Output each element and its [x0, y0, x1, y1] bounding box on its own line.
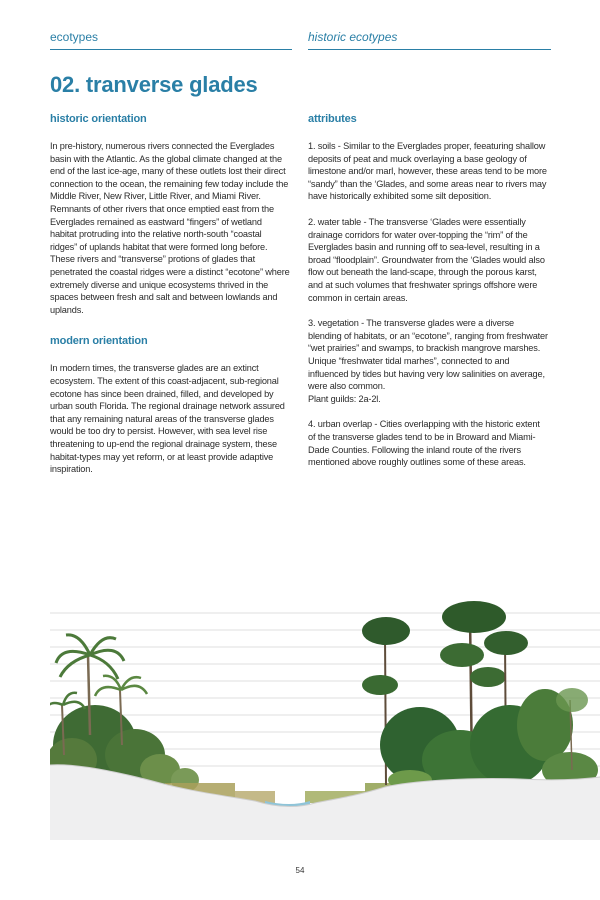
ecotone-section-illustration	[50, 595, 600, 840]
page-title: 02. tranverse glades	[50, 72, 258, 97]
left-column	[50, 112, 290, 489]
right-column	[308, 112, 548, 482]
attribute-vegetation: 3. vegetation - The transverse glades were a diverse blending of habitats, or an “ecotone”, ranging from freshwater “wet prairies” and swamps, to brackish mangrove marshes. Unique “freshwater tidal marhes”, connected to and influenced by tides but having very low salinities on average, were also common.	[308, 318, 548, 392]
modern-orientation-text: In modern times, the transverse glades are an extinct ecosystem. The extent of this coast-adjacent, sub-regional ecotone has since been drained, filled, and developed by urban south Florida. The regional drainage network assured that any remaining natural areas of the transverse glades would be too dry to persist. However, with sea level rise threatening to up-end the regional drainage system, these habitat-types may yet reform, or at least provide adaptive inspiration.	[50, 363, 285, 475]
historic-orientation-heading: historic orientation	[50, 113, 147, 125]
attribute-soils: 1. soils - Similar to the Everglades proper, feeaturing shallow deposits of peat and muck overlaying a base geology of limestone and/or marl, however, these areas tend to be more “sandy” than the ‘Glades, and some areas near to rivers may have historically exhibited some silt deposition.	[308, 141, 547, 202]
header-subsection-label: historic ecotypes	[308, 30, 551, 50]
right-hardwood-vegetation	[362, 601, 598, 790]
historic-orientation-text: In pre-history, numerous rivers connected the Everglades basin with the Atlantic. As the global climate changed at the end of the last ice-age, many of these outlets lost their direct connection to the ocean, the remaining few today include the Middle River, New River, Little River, and Miami River. Remnants of other rivers that once emptied east from the Everglades remained as eastward “fingers” of wetland habitat protruding into the relative north-south “coastal ridges” of uplands habitat that were formed long before. These rivers and “transverse” protions of glades that penetrated the coastal ridges were a distinct “ecotone” where extremely diverse and unique ecosystems thrived in the spaces between fresh and salt and between lowlands and uplands.	[50, 141, 290, 315]
header-section-label: ecotypes	[50, 30, 292, 50]
page-number: 54	[295, 866, 305, 875]
attribute-urban-overlap: 4. urban overlap - Cities overlapping with the historic extent of the transverse glades tend to be in Broward and Miami-Dade Counties. Following the inland route of the rivers mentioned above roughly outlines some of these areas.	[308, 419, 540, 468]
attribute-water-table: 2. water table - The transverse ‘Glades were essentially drainage corridors for water over-topping the “rim” of the Everglades basin and running off to sea-level, resulting in a broad “floodplain”. Groundwater from the ‘Glades would also flow out beneath the land-scape, through the porous karst, and at such volumes that freshwater springs offshore were common in certain areas.	[308, 217, 545, 303]
modern-orientation-heading: modern orientation	[50, 335, 148, 348]
attribute-plant-guilds: Plant guilds: 2a-2l.	[308, 393, 381, 404]
attributes-heading: attributes	[308, 113, 357, 125]
